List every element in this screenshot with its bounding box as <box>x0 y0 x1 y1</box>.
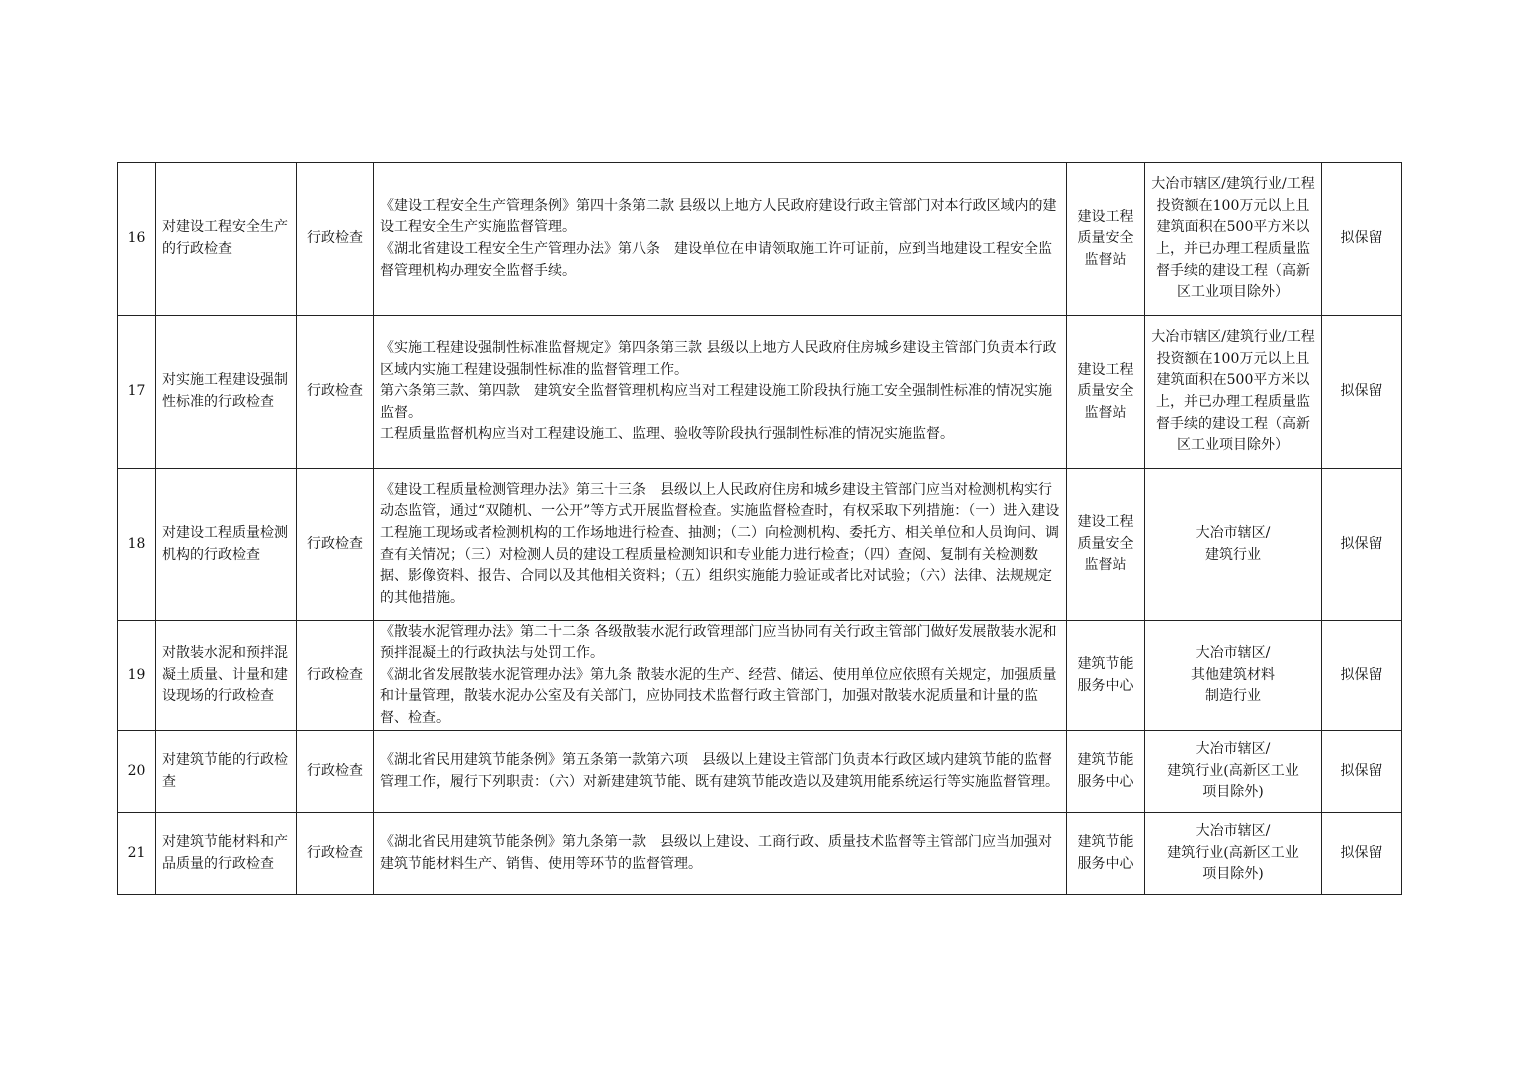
responsible-department: 建设工程质量安全监督站 <box>1067 316 1145 469</box>
applicable-scope <box>1145 163 1322 316</box>
table-row <box>118 731 1402 813</box>
legal-basis-paragraph: 《建设工程质量检测管理办法》第三十三条 县级以上人民政府住房和城乡建设主管部门应当对检测机构实行动态监管，通过“双随机、一公开”等方式开展监督检查。实施监督检查时，有权采取下列措施：（一）进入建设工程施工现场或者检测机构的工作场地进行检查、抽测；（二）向检测机构、委托方、相关单位和人员询问、调查有关情况；（三）对检测人员的建设工程质量检测知识和专业能力进行检查；（四）查阅、复制有关检测数据、影像资料、报告、合同以及其他相关资料；（五）组织实施能力验证或者比对试验；（六）法律、法规规定的其他措施。 <box>380 481 1060 606</box>
item-name: 对建设工程质量检测机构的行政检查 <box>156 469 297 621</box>
retention-status: 拟保留 <box>1322 621 1402 731</box>
legal-basis-paragraph: 《湖北省发展散装水泥管理办法》第九条 散装水泥的生产、经营、储运、使用单位应依照有关规定，加强质量和计量管理，散装水泥办公室及有关部门，应协同技术监督行政主管部门，加强对散装水泥质量和计量的监督、检查。 <box>380 666 1057 726</box>
scope-line: 大冶市辖区/ <box>1195 741 1271 758</box>
legal-basis-paragraph: 工程质量监督机构应当对工程建设施工、监理、验收等阶段执行强制性标准的情况实施监督。 <box>380 426 954 443</box>
scope-line: 项目除外) <box>1202 866 1264 883</box>
applicable-scope <box>1145 316 1322 469</box>
item-type: 行政检查 <box>297 813 374 895</box>
legal-basis <box>374 469 1067 621</box>
table-body <box>118 163 1402 895</box>
row-number: 16 <box>118 163 156 316</box>
retention-status: 拟保留 <box>1322 163 1402 316</box>
scope-line: 制造行业 <box>1205 688 1261 705</box>
scope-line: 项目除外) <box>1202 784 1264 801</box>
scope-line: 大冶市辖区/建筑行业/工程投资额在100万元以上且建筑面积在500平方米以上，并已办理工程质量监督手续的建设工程（高新区工业项目除外） <box>1151 176 1315 301</box>
legal-basis <box>374 731 1067 813</box>
responsible-department: 建筑节能服务中心 <box>1067 621 1145 731</box>
responsible-department: 建筑节能服务中心 <box>1067 731 1145 813</box>
applicable-scope <box>1145 469 1322 621</box>
row-number: 18 <box>118 469 156 621</box>
retention-status: 拟保留 <box>1322 813 1402 895</box>
responsible-department: 建设工程质量安全监督站 <box>1067 469 1145 621</box>
legal-basis-paragraph: 《湖北省民用建筑节能条例》第九条第一款 县级以上建设、工商行政、质量技术监督等主管部门应当加强对建筑节能材料生产、销售、使用等环节的监督管理。 <box>380 833 1052 872</box>
table-row <box>118 316 1402 469</box>
scope-line: 其他建筑材料 <box>1191 666 1275 683</box>
responsible-department: 建筑节能服务中心 <box>1067 813 1145 895</box>
scope-line: 建筑行业(高新区工业 <box>1167 844 1299 861</box>
legal-basis-paragraph: 《建设工程安全生产管理条例》第四十条第二款 县级以上地方人民政府建设行政主管部门对本行政区域内的建设工程安全生产实施监督管理。 <box>380 197 1057 236</box>
legal-basis <box>374 813 1067 895</box>
table-row <box>118 813 1402 895</box>
legal-basis <box>374 163 1067 316</box>
legal-basis-paragraph: 《散装水泥管理办法》第二十二条 各级散装水泥行政管理部门应当协同有关行政主管部门做好发展散装水泥和预拌混凝土的行政执法与处罚工作。 <box>380 623 1057 662</box>
item-name: 对散装水泥和预拌混凝土质量、计量和建设现场的行政检查 <box>156 621 297 731</box>
retention-status: 拟保留 <box>1322 316 1402 469</box>
applicable-scope <box>1145 621 1322 731</box>
responsible-department: 建设工程质量安全监督站 <box>1067 163 1145 316</box>
inspection-items-table <box>117 162 1402 895</box>
table-row <box>118 621 1402 731</box>
row-number: 20 <box>118 731 156 813</box>
item-name: 对建设工程安全生产的行政检查 <box>156 163 297 316</box>
item-type: 行政检查 <box>297 163 374 316</box>
item-type: 行政检查 <box>297 469 374 621</box>
scope-line: 建筑行业(高新区工业 <box>1167 762 1299 779</box>
applicable-scope <box>1145 731 1322 813</box>
legal-basis <box>374 316 1067 469</box>
item-name: 对建筑节能材料和产品质量的行政检查 <box>156 813 297 895</box>
row-number: 17 <box>118 316 156 469</box>
scope-line: 大冶市辖区/建筑行业/工程投资额在100万元以上且建筑面积在500平方米以上，并已办理工程质量监督手续的建设工程（高新区工业项目除外） <box>1151 329 1315 454</box>
row-number: 19 <box>118 621 156 731</box>
item-type: 行政检查 <box>297 621 374 731</box>
retention-status: 拟保留 <box>1322 469 1402 621</box>
legal-basis-paragraph: 《实施工程建设强制性标准监督规定》第四条第三款 县级以上地方人民政府住房城乡建设主管部门负责本行政区域内实施工程建设强制性标准的监督管理工作。 <box>380 340 1057 378</box>
item-type: 行政检查 <box>297 316 374 469</box>
item-name: 对实施工程建设强制性标准的行政检查 <box>156 316 297 469</box>
legal-basis <box>374 621 1067 731</box>
scope-line: 大冶市辖区/ <box>1195 524 1271 541</box>
item-name: 对建筑节能的行政检查 <box>156 731 297 813</box>
item-type: 行政检查 <box>297 731 374 813</box>
legal-basis-paragraph: 《湖北省建设工程安全生产管理办法》第八条 建设单位在申请领取施工许可证前，应到当地建设工程安全监督管理机构办理安全监督手续。 <box>380 241 1052 279</box>
legal-basis-paragraph: 《湖北省民用建筑节能条例》第五条第一款第六项 县级以上建设主管部门负责本行政区域内建筑节能的监督管理工作，履行下列职责：（六）对新建建筑节能、既有建筑节能改造以及建筑用能系统运行等实施监督管理。 <box>380 751 1059 790</box>
table-row <box>118 163 1402 316</box>
retention-status: 拟保留 <box>1322 731 1402 813</box>
scope-line: 建筑行业 <box>1205 546 1261 563</box>
applicable-scope <box>1145 813 1322 895</box>
row-number: 21 <box>118 813 156 895</box>
table-row <box>118 469 1402 621</box>
legal-basis-paragraph: 第六条第三款、第四款 建筑安全监督管理机构应当对工程建设施工阶段执行施工安全强制性标准的情况实施监督。 <box>380 383 1052 421</box>
scope-line: 大冶市辖区/ <box>1195 823 1271 840</box>
scope-line: 大冶市辖区/ <box>1195 645 1271 662</box>
